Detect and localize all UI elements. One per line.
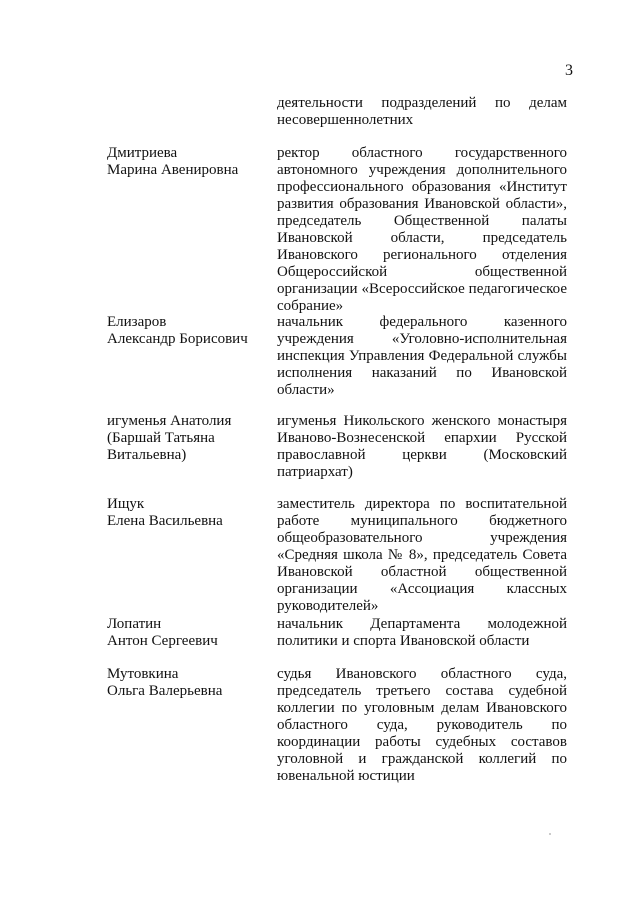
member-title-name: игуменья Анатолия <box>107 413 232 429</box>
member-position: начальник Департамента молодежной политики и спорта Ивановской области <box>277 616 567 649</box>
continuation-text: деятельности подразделений по делам несовершеннолетних <box>277 95 567 128</box>
member-secular-surname: (Баршай Татьяна <box>107 430 215 446</box>
scan-artifact <box>549 833 551 835</box>
member-name <box>107 496 267 530</box>
member-surname: Ищук <box>107 496 145 512</box>
member-position: заместитель директора по воспитательной работе муниципального бюджетного общеобразовательного учреждения «Средняя школа № 8», председатель Совета Ивановской областной общественной организации «Ассоциация классных руководителей» <box>277 496 567 614</box>
page-number: 3 <box>565 62 573 79</box>
member-surname: Дмитриева <box>107 145 178 161</box>
member-patronymic: Витальевна) <box>107 447 187 463</box>
member-given-name: Елена Васильевна <box>107 513 223 529</box>
member-name <box>107 145 267 179</box>
member-given-name: Марина Авенировна <box>107 162 239 178</box>
member-surname: Елизаров <box>107 314 167 330</box>
member-surname: Мутовкина <box>107 666 179 682</box>
member-name <box>107 666 267 700</box>
member-name <box>107 413 267 464</box>
member-name <box>107 616 267 650</box>
member-position: игуменья Никольского женского монастыря Иваново-Вознесенской епархии Русской православной церкви (Московский патриархат) <box>277 413 567 480</box>
member-given-name: Александр Борисович <box>107 331 248 347</box>
member-position: ректор областного государственного автономного учреждения дополнительного профессионального образования «Институт развития образования Ивановской области», председатель Общественной палаты Ивановской области, председатель Ивановского регионального отделения Общероссийской общественной организации «Всероссийское педагогическое собрание» <box>277 145 567 314</box>
member-name <box>107 314 267 348</box>
member-position: начальник федерального казенного учреждения «Уголовно-исполнительная инспекция Управления Федеральной службы исполнения наказаний по Ивановской области» <box>277 314 567 398</box>
member-surname: Лопатин <box>107 616 162 632</box>
member-position: судья Ивановского областного суда, председатель третьего состава судебной коллегии по уголовным делам Ивановского областного суда, руководитель по координации работы судебных составов уголовной и гражданской коллегий по ювенальной юстиции <box>277 666 567 784</box>
member-given-name: Антон Сергеевич <box>107 633 218 649</box>
member-given-name: Ольга Валерьевна <box>107 683 223 699</box>
